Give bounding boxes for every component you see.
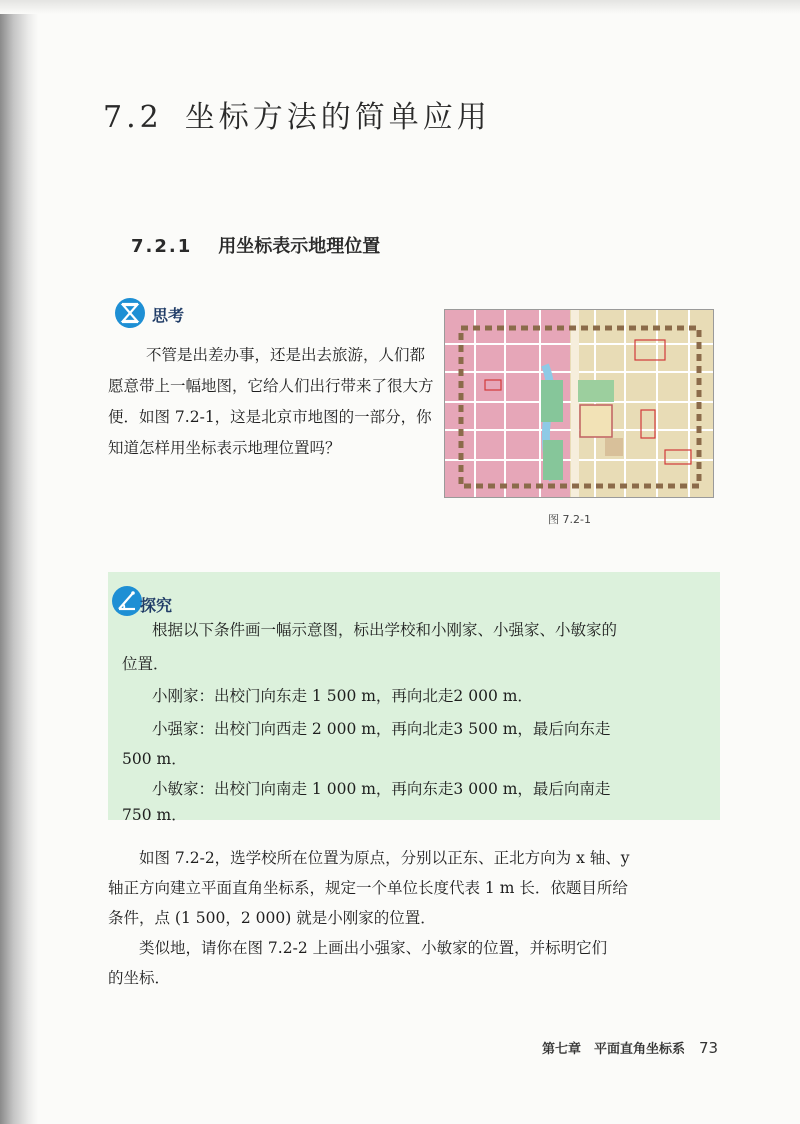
subsection-number: 7.2.1 (131, 236, 193, 257)
explore-compass-icon (112, 586, 142, 616)
think-hourglass-icon (115, 298, 145, 328)
explore-item-xiaoqiang-line2: 500 m． (122, 750, 187, 768)
map-illustration (445, 310, 713, 497)
body-paragraph2-line2: 的坐标． (108, 969, 171, 987)
footer-chapter: 第七章 平面直角坐标系 (542, 1042, 686, 1057)
subsection-title-text: 用坐标表示地理位置 (218, 236, 381, 257)
think-paragraph: 不管是出差办事，还是出去旅游，人们都愿意带上一幅地图，它给人们出行带来了很大方便．如图 7.2-1，这是北京市地图的一部分，你知道怎样用坐标表示地理位置吗？ (108, 346, 434, 457)
page-top-edge (0, 0, 800, 14)
book-spine-shadow (0, 0, 38, 1124)
explore-label: 探究 (140, 596, 173, 615)
explore-item-xiaogang: 小刚家：出校门向东走 1 500 m，再向北走2 000 m． (152, 687, 533, 705)
map-caption: 图 7.2-1 (548, 513, 591, 526)
subsection-title (131, 232, 380, 258)
beijing-map (444, 309, 714, 498)
body-paragraph1-line3: 条件，点 (1 500，2 000) 就是小刚家的位置． (108, 909, 436, 927)
page-footer (542, 1038, 718, 1057)
section-title-text: 坐标方法的简单应用 (184, 100, 491, 135)
body-paragraph2-line1: 类似地，请你在图 7.2-2 上画出小强家、小敏家的位置，并标明它们 (139, 939, 608, 957)
explore-item-xiaomin-line1: 小敏家：出校门向南走 1 000 m，再向东走3 000 m，最后向南走 (152, 780, 611, 798)
explore-item-xiaoqiang-line1: 小强家：出校门向西走 2 000 m，再向北走3 500 m，最后向东走 (152, 720, 611, 738)
think-label: 思考 (152, 306, 185, 325)
explore-intro-line2: 位置． (122, 655, 169, 673)
section-number: 7.2 (103, 100, 163, 135)
section-title (103, 92, 491, 136)
explore-box (108, 572, 720, 824)
body-paragraph1-line1: 如图 7.2-2，选学校所在位置为原点，分别以正东、正北方向为 x 轴、y (139, 849, 630, 867)
explore-item-xiaomin-line2: 750 m． (122, 806, 187, 824)
body-paragraph1-line2: 轴正方向建立平面直角坐标系，规定一个单位长度代表 1 m 长．依题目所给 (108, 879, 628, 897)
page-number: 73 (699, 1039, 719, 1057)
explore-intro-line1: 根据以下条件画一幅示意图，标出学校和小刚家、小强家、小敏家的 (152, 621, 618, 639)
